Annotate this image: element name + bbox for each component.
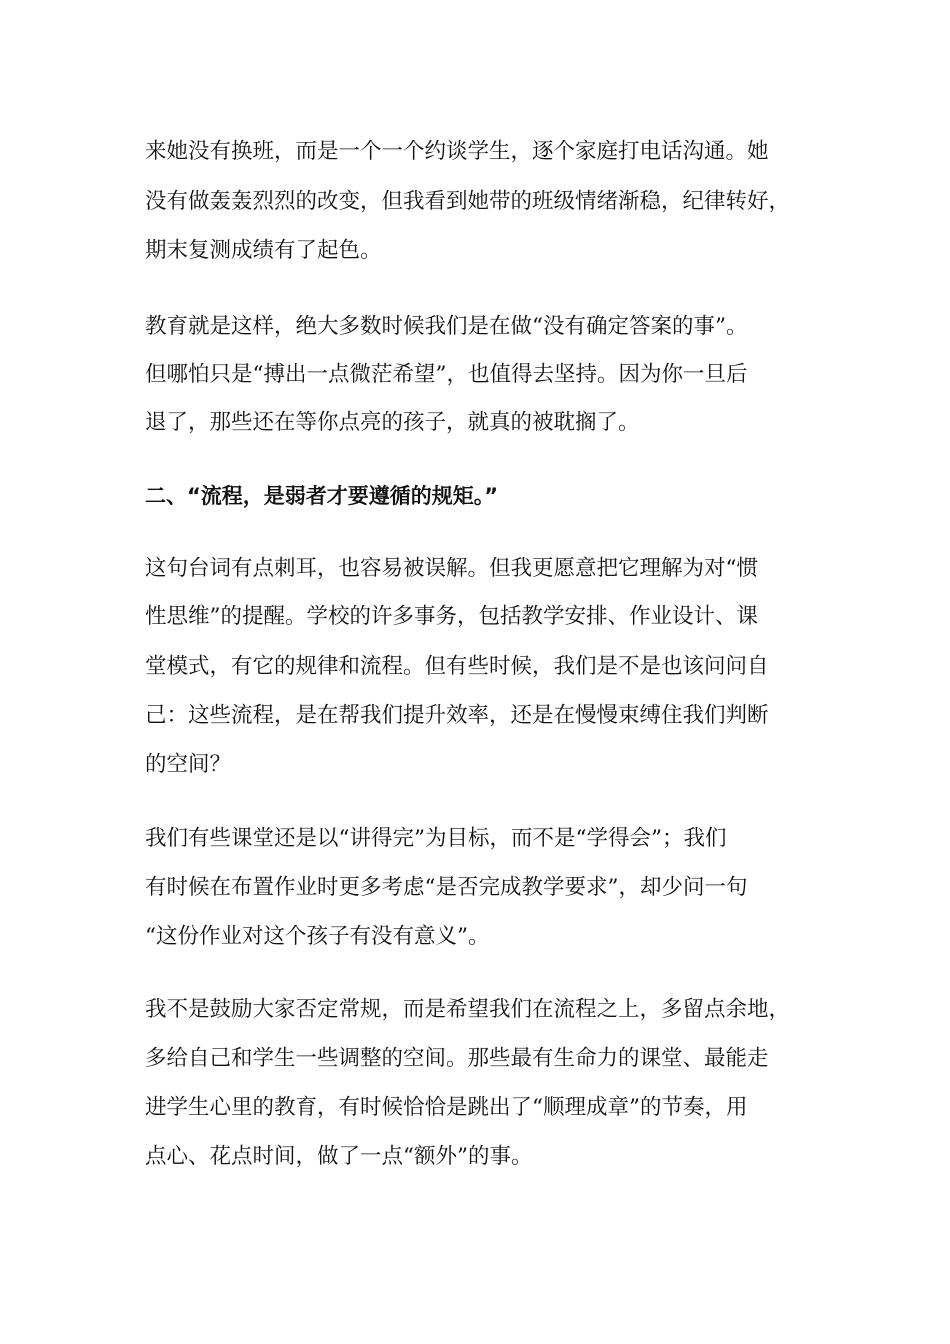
paragraph-4-line-3: “这份作业对这个孩子有没有意义”。 xyxy=(145,924,490,949)
paragraph-5-line-3: 进学生心里的教育，有时候恰恰是跳出了“顺理成章”的节奏，用 xyxy=(145,1095,748,1120)
paragraph-5-line-4: 点心、花点时间，做了一点“额外”的事。 xyxy=(145,1144,533,1169)
paragraph-5-line-2: 多给自己和学生一些调整的空间。那些最有生命力的课堂、最能走 xyxy=(145,1046,769,1071)
paragraph-3-line-4: 己：这些流程，是在帮我们提升效率，还是在慢慢束缚住我们判断 xyxy=(145,703,769,728)
paragraph-1-line-3: 期末复测成绩有了起色。 xyxy=(145,238,382,263)
section-heading: 二、“流程，是弱者才要遵循的规矩。” xyxy=(145,484,499,508)
paragraph-3-line-1: 这句台词有点刺耳，也容易被误解。但我更愿意把它理解为对“惯 xyxy=(145,556,758,581)
paragraph-1-line-2: 没有做轰轰烈烈的改变，但我看到她带的班级情绪渐稳，纪律转好， xyxy=(145,189,791,214)
paragraph-4-line-1: 我们有些课堂还是以“讲得完”为目标，而不是“学得会”；我们 xyxy=(145,826,727,851)
paragraph-1-line-1: 来她没有换班，而是一个一个约谈学生，逐个家庭打电话沟通。她 xyxy=(145,139,769,164)
paragraph-2-line-3: 退了，那些还在等你点亮的孩子，就真的被耽搁了。 xyxy=(145,410,640,435)
paragraph-2-line-2: 但哪怕只是“搏出一点微茫希望”，也值得去坚持。因为你一旦后 xyxy=(145,362,748,387)
paragraph-2-line-1: 教育就是这样，绝大多数时候我们是在做“没有确定答案的事”。 xyxy=(145,314,748,339)
paragraph-5-line-1: 我不是鼓励大家否定常规，而是希望我们在流程之上，多留点余地， xyxy=(145,997,791,1022)
paragraph-3-line-2: 性思维”的提醒。学校的许多事务，包括教学安排、作业设计、课 xyxy=(145,604,758,629)
paragraph-4-line-2: 有时候在布置作业时更多考虑“是否完成教学要求”，却少问一句 xyxy=(145,875,748,900)
paragraph-3-line-5: 的空间？ xyxy=(145,752,232,777)
paragraph-3-line-3: 堂模式，有它的规律和流程。但有些时候，我们是不是也该问问自 xyxy=(145,654,769,679)
